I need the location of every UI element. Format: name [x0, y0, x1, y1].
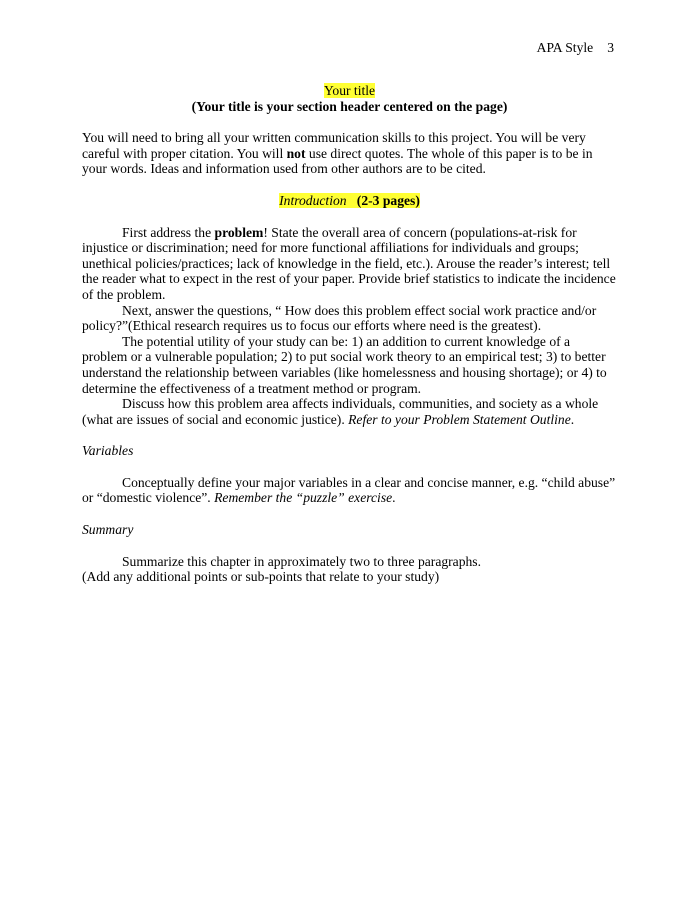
running-head-text: APA Style [536, 40, 594, 55]
introduction-p4-italic: Refer to your Problem Statement Outline [348, 411, 571, 427]
introduction-p4-text-1: Discuss how this problem area affects individuals, communities, and society as a whole (what are issues of social and economic justice). [82, 396, 599, 427]
summary-line-1: Summarize this chapter in approximately two to three paragraphs. [122, 553, 481, 569]
introduction-heading-bold: (2-3 pages) [356, 192, 420, 208]
introduction-paragraph-4 [82, 396, 617, 427]
document-body [82, 83, 617, 585]
summary-line-2: (Add any additional points or sub-points that relate to your study) [82, 569, 440, 585]
running-head [537, 40, 614, 56]
introduction-paragraph-1 [82, 225, 617, 303]
summary-heading: Summary [82, 522, 134, 538]
introduction-heading-italic: Introduction [279, 192, 347, 208]
intro-paragraph [82, 130, 617, 177]
variables-paragraph [82, 475, 617, 506]
introduction-p1-text-1: First address the [122, 224, 215, 240]
introduction-heading [82, 193, 617, 209]
intro-paragraph-text-2: use direct quotes. The whole of this paper is to be in your words. Ideas and information used from other authors are to be cited. [82, 145, 593, 177]
page-subtitle: (Your title is your section header centered on the page) [191, 98, 508, 114]
introduction-p1-bold: problem [214, 224, 264, 240]
page-number: 3 [607, 40, 614, 55]
introduction-paragraph-2: Next, answer the questions, “ How does this problem effect social work practice and/or policy?”(Ethical research requires us to focus our efforts where need is the greatest). [82, 302, 597, 334]
introduction-paragraph-3: The potential utility of your study can be: 1) an addition to current knowledge of a problem or a vulnerable population; 2) to put social work theory to an empirical test; 3) to better understand the relationship between variables (like homelessness and housing shortage); or 4) to determine the effectiveness of a treatment method or program. [82, 333, 607, 396]
introduction-heading-highlight [279, 193, 420, 208]
page-title [82, 83, 617, 99]
variables-text-2: . [392, 490, 396, 506]
introduction-p4-text-2: . [570, 411, 575, 427]
page-title-text: Your title [323, 83, 376, 98]
variables-heading: Variables [82, 443, 134, 459]
intro-paragraph-bold: not [286, 145, 306, 161]
variables-text-1: Conceptually define your major variables in a clear and concise manner, e.g. “child abuse” or “domestic violence”. [82, 474, 616, 506]
intro-paragraph-text-1: You will need to bring all your written communication skills to this project. You will be very careful with proper citation. You will [82, 130, 586, 161]
introduction-p1-text-2: ! State the overall area of concern (populations-at-risk for injustice or discrimination; need for more functional affiliations for individuals and groups; unethical policies/practices; lack of knowledge in the field, etc.). Arouse the reader’s interest; tell the reader what to expect in the rest of your paper. Provide brief statistics to indicate the incidence of the problem. [82, 224, 616, 302]
variables-italic: Remember the “puzzle” exercise [214, 490, 393, 506]
